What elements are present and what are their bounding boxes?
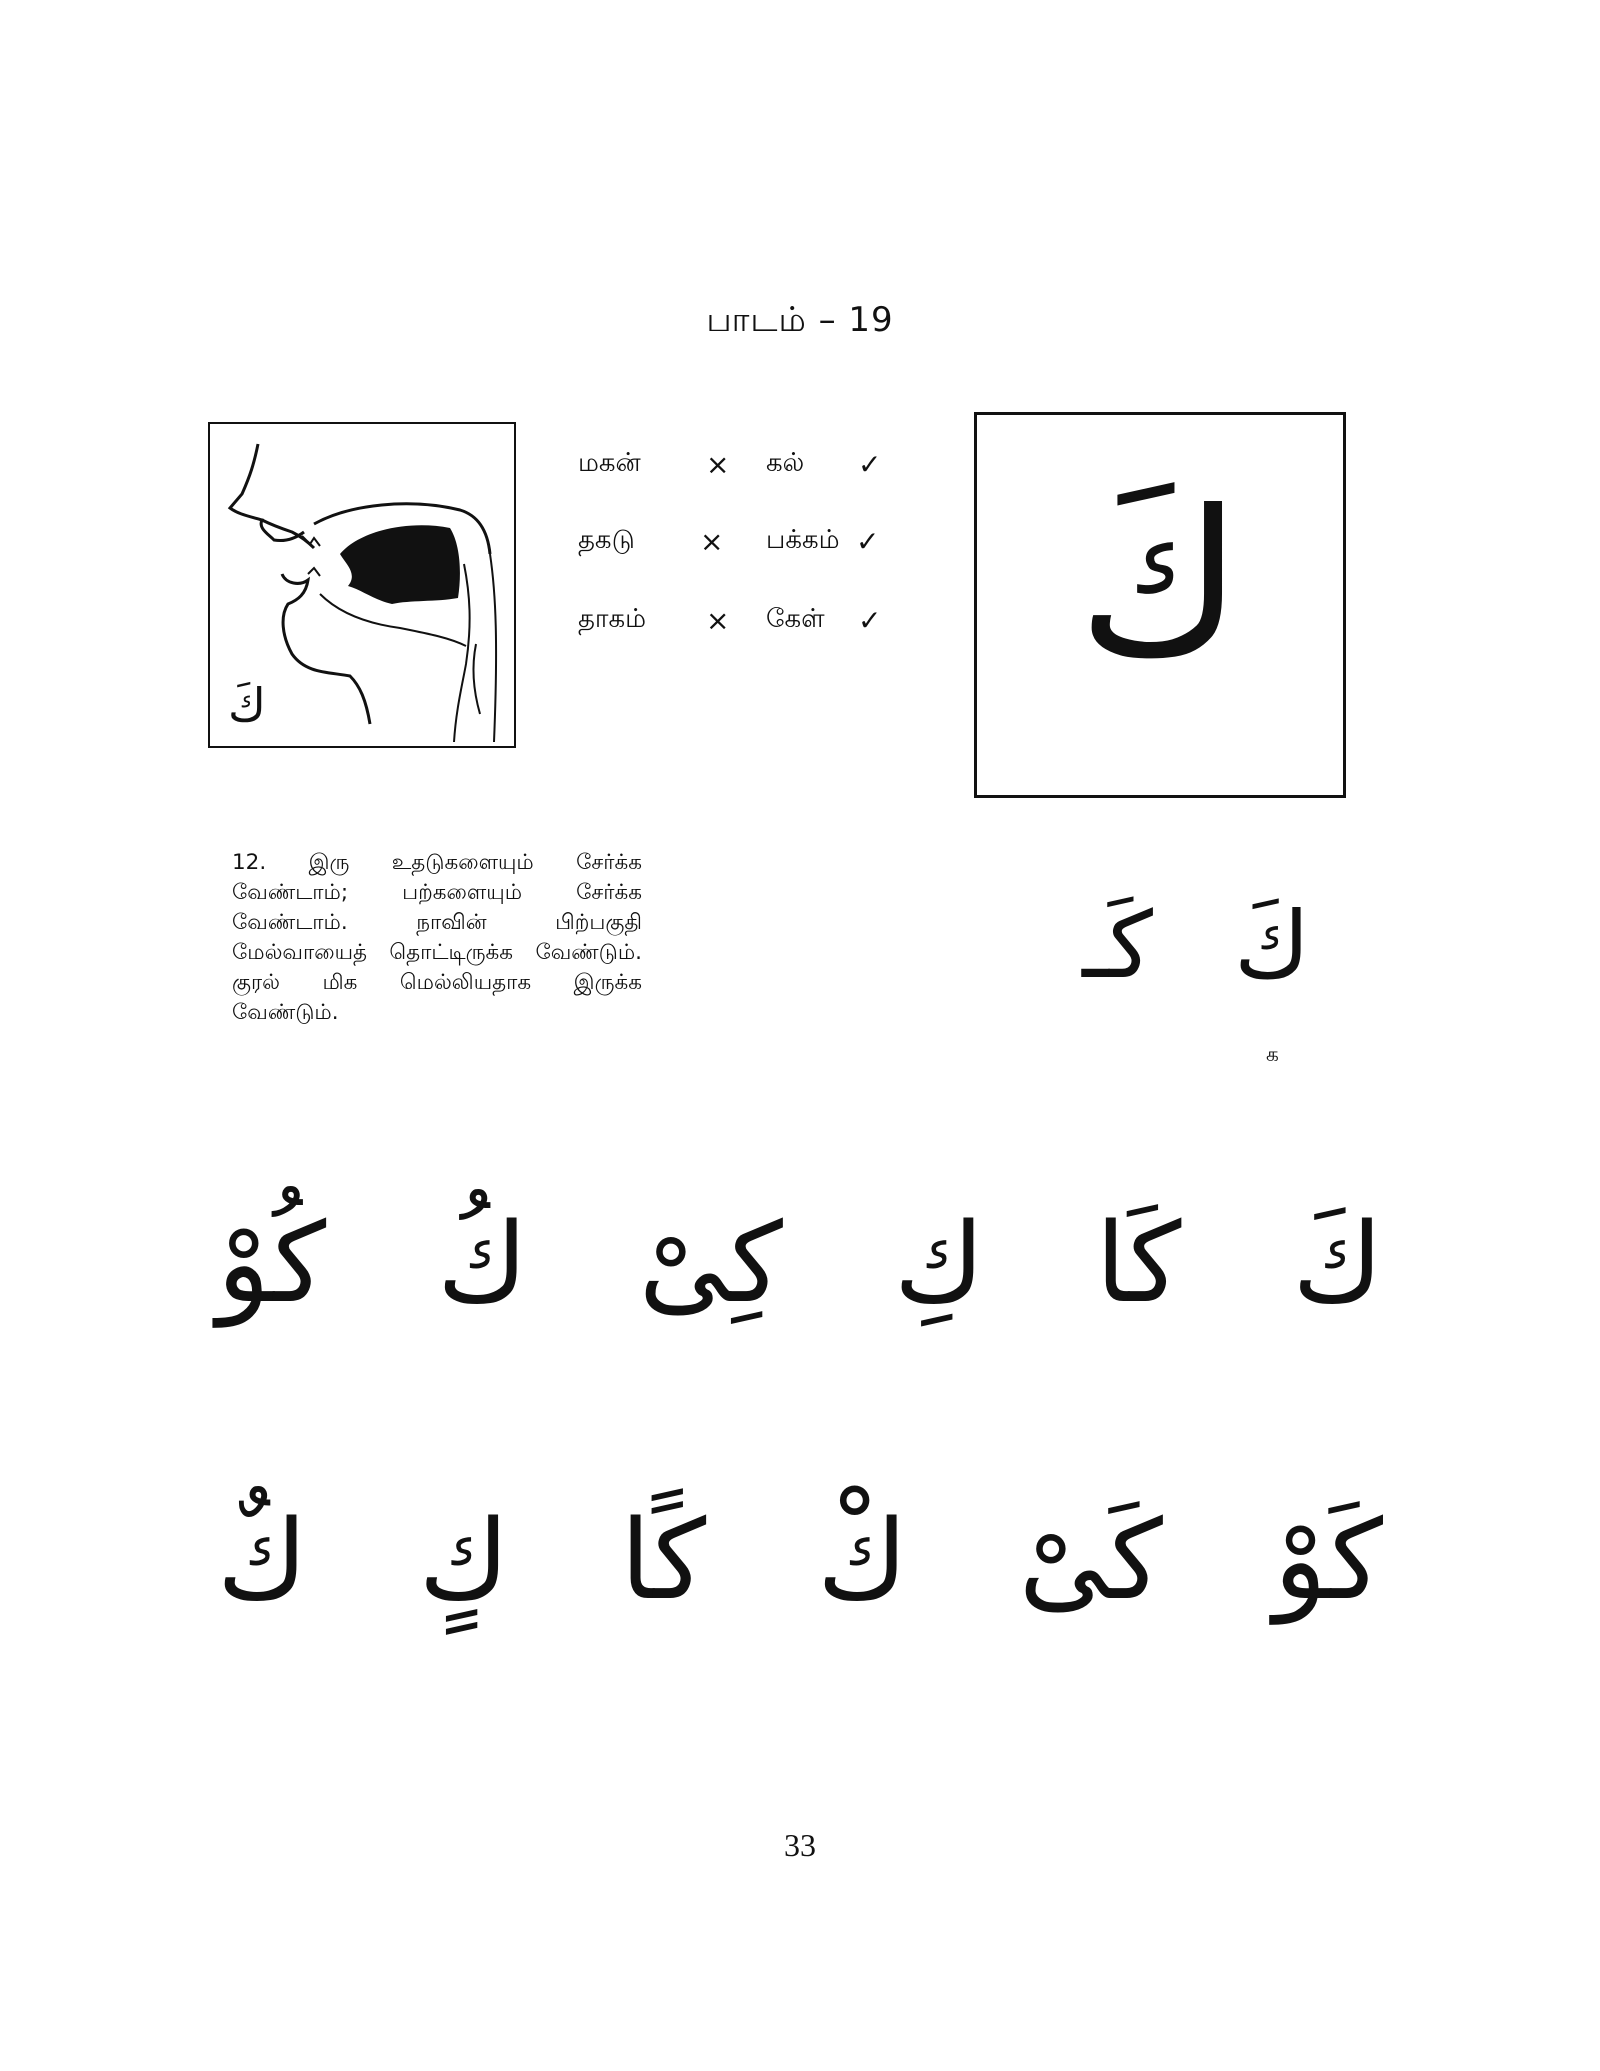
lesson-title: பாடம் – 19 bbox=[706, 300, 894, 340]
practice-syllable: كَا bbox=[1095, 1199, 1182, 1327]
wrong-word: தாகம் bbox=[578, 604, 647, 634]
right-word: கல் bbox=[766, 448, 805, 478]
example-row-1 bbox=[578, 448, 898, 498]
wrong-word: தகடு bbox=[578, 525, 635, 555]
right-word: கேள் bbox=[766, 604, 825, 634]
right-word: பக்கம் bbox=[766, 525, 840, 555]
wrong-word: மகன் bbox=[578, 448, 641, 478]
page-number: 33 bbox=[784, 1827, 816, 1863]
initial-form: كَـ bbox=[1082, 892, 1153, 999]
practice-syllable: كُ bbox=[437, 1199, 528, 1327]
example-row-3 bbox=[578, 604, 898, 654]
practice-syllable: كِ bbox=[893, 1199, 985, 1327]
practice-syllable: كٌ bbox=[216, 1496, 308, 1624]
practice-syllable: كٍ bbox=[418, 1496, 510, 1624]
cross-mark-icon: × bbox=[706, 604, 730, 637]
isolated-form: كَ bbox=[1234, 892, 1310, 999]
tamil-equivalent: க bbox=[1266, 1042, 1279, 1066]
practice-syllable: كَىْ bbox=[1018, 1496, 1163, 1624]
example-row-2 bbox=[578, 525, 898, 575]
diagram-letter: كَ bbox=[228, 678, 266, 732]
big-letter: كَ bbox=[1077, 468, 1243, 701]
practice-syllable: كًا bbox=[620, 1496, 707, 1624]
big-letter-box bbox=[974, 412, 1346, 798]
practice-syllable: كَ bbox=[1292, 1199, 1383, 1327]
letter-forms bbox=[1030, 892, 1310, 999]
mouth-diagram bbox=[208, 422, 516, 748]
check-mark-icon: ✓ bbox=[858, 604, 882, 637]
practice-syllable: كُوْ bbox=[216, 1199, 327, 1327]
practice-row-2 bbox=[0, 1496, 1600, 1624]
check-mark-icon: ✓ bbox=[856, 525, 880, 558]
practice-syllable: كَوْ bbox=[1273, 1496, 1383, 1624]
cross-mark-icon: × bbox=[706, 448, 730, 481]
practice-syllable: كِىْ bbox=[638, 1199, 783, 1327]
check-mark-icon: ✓ bbox=[858, 448, 882, 481]
cross-mark-icon: × bbox=[700, 525, 724, 558]
practice-syllable: كْ bbox=[817, 1496, 908, 1624]
pronunciation-instruction: 12. இரு உதடுகளையும் சேர்க்க வேண்டாம்; பற்களையும் சேர்க்க வேண்டாம். நாவின் பிற்பகுதி மேல்வாயைத் தொட்டிருக்க வேண்டும். குரல் மிக மெல்லியதாக இருக்க வேண்டும். bbox=[232, 850, 642, 1025]
practice-row-1 bbox=[0, 1199, 1600, 1327]
